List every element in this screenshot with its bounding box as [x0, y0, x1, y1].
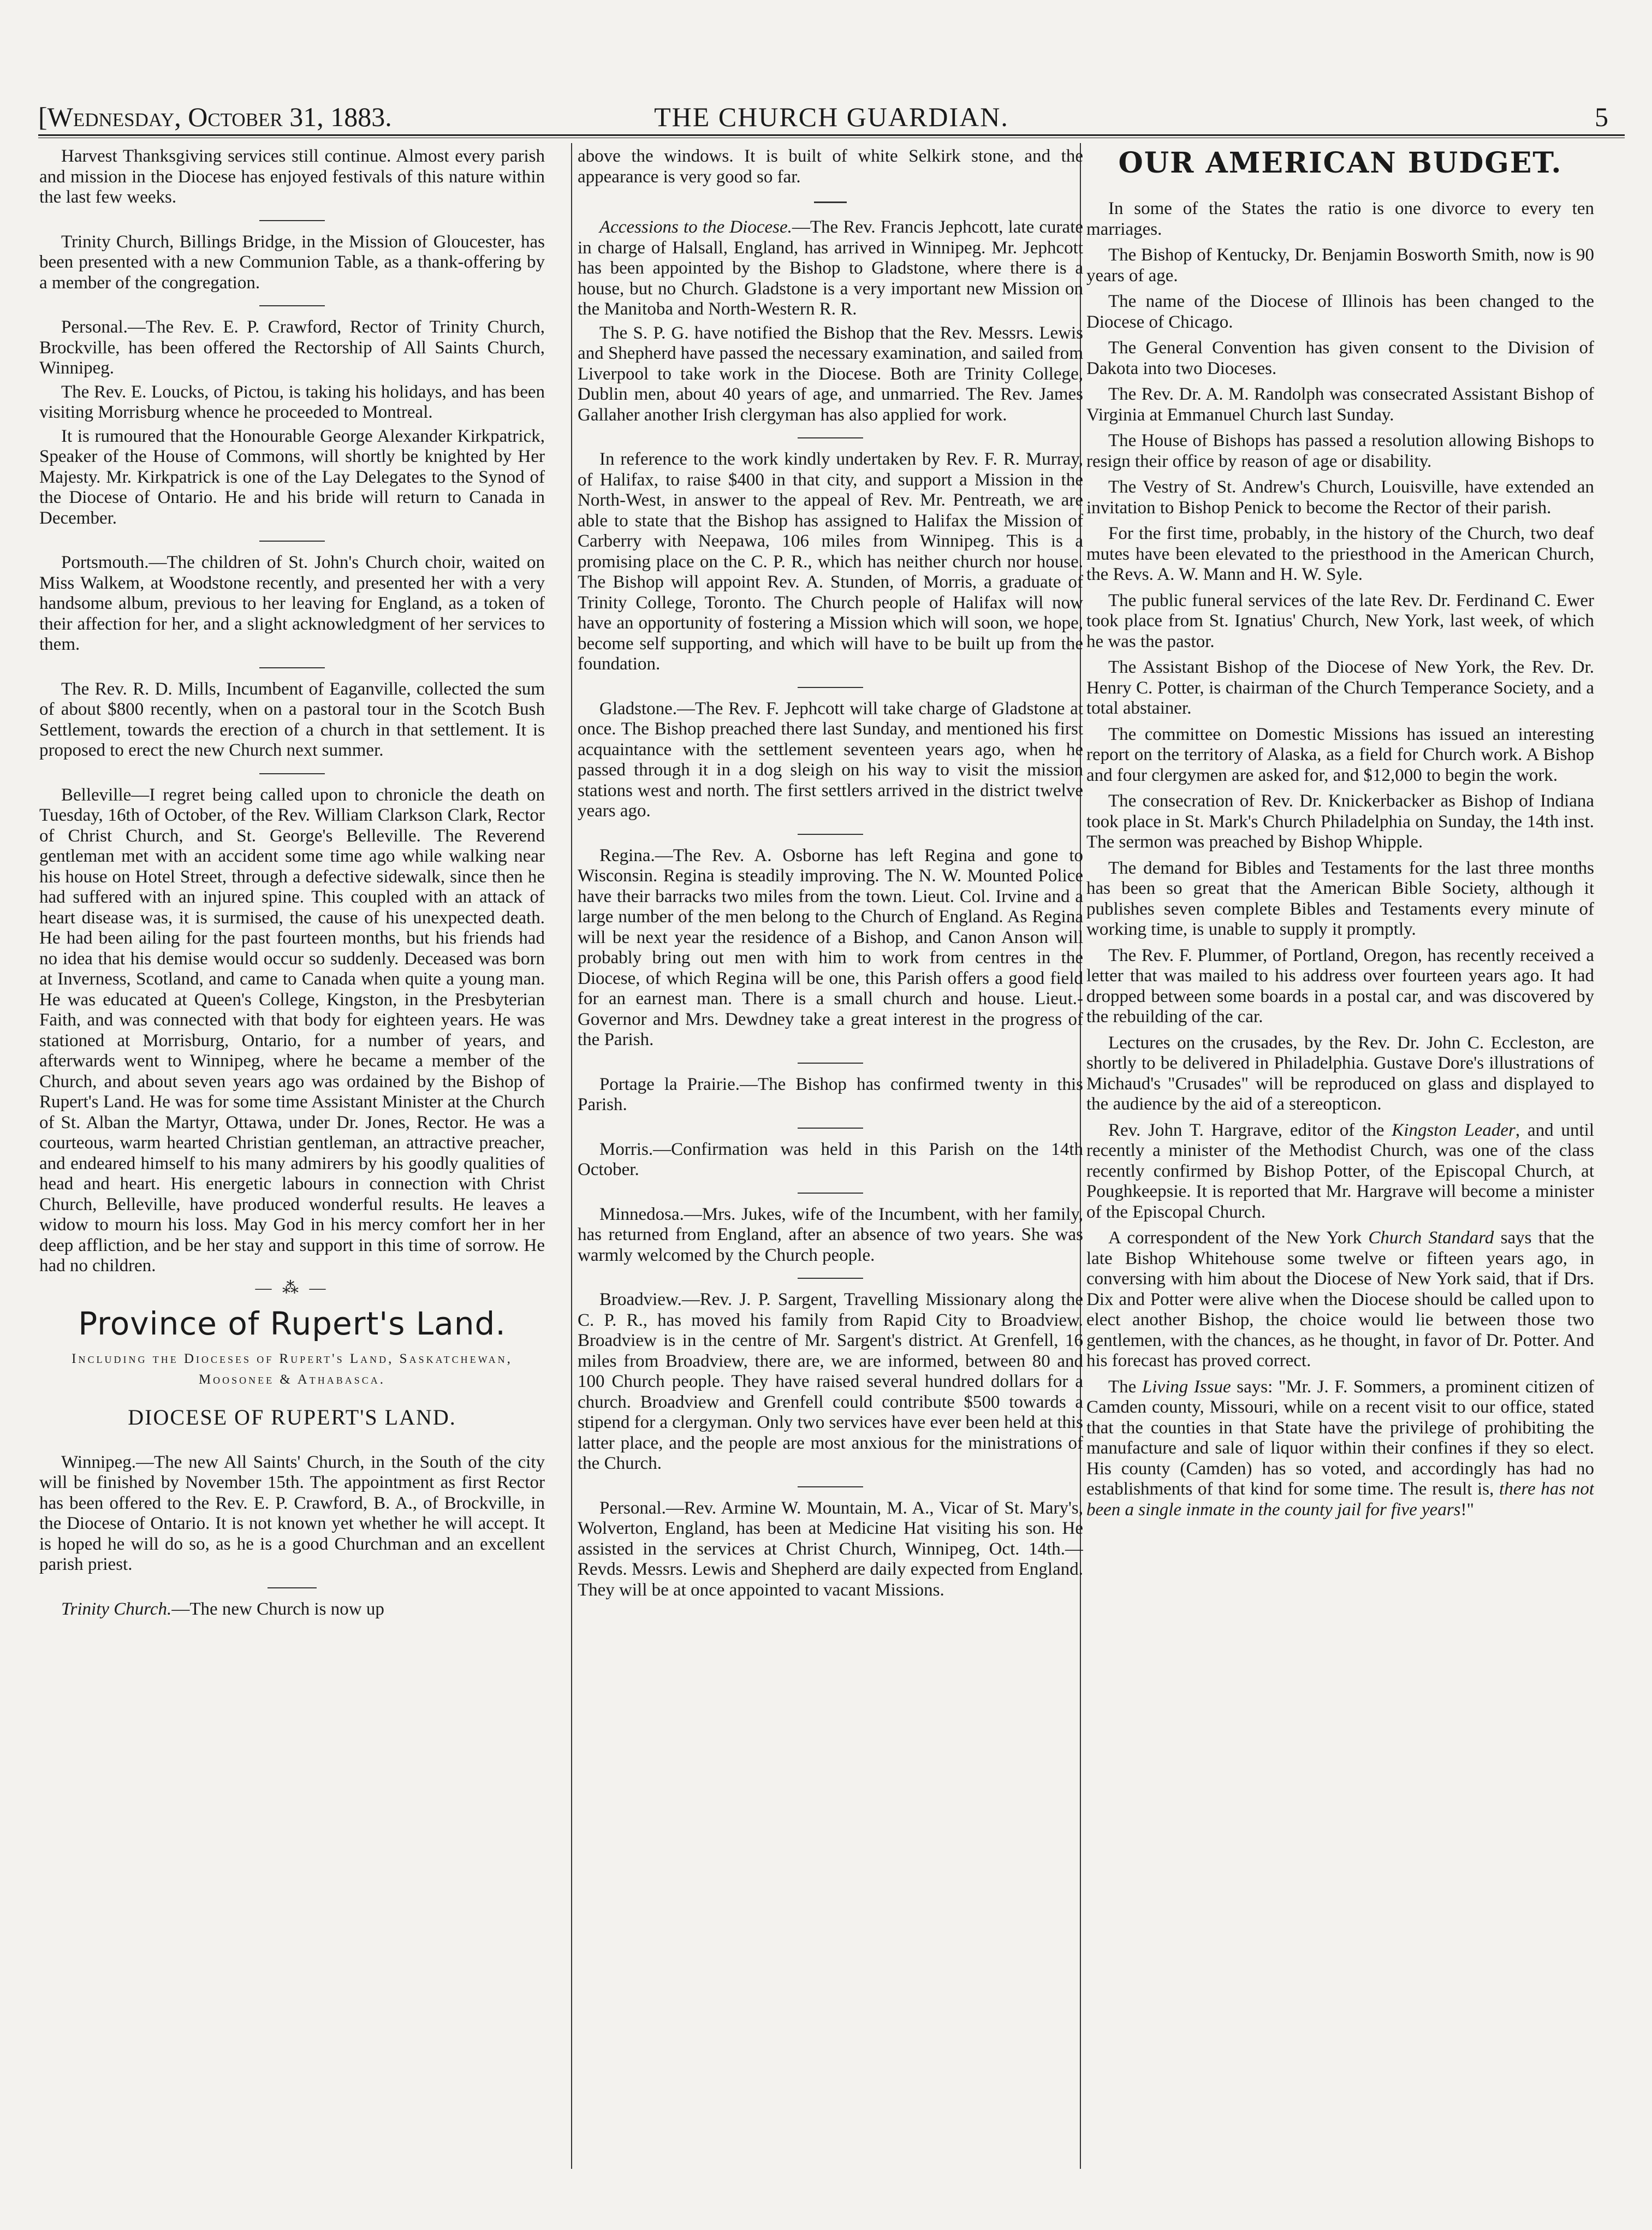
budget-item: The Assistant Bishop of the Diocese of New York, the Rev. Dr. Henry C. Potter, is chairman of the Church Temperance Society, and a total abstainer.	[1086, 657, 1594, 718]
section-heading-province: Province of Rupert's Land.	[78, 1304, 506, 1342]
budget-text: , and until recently a minister of the Methodist Church, was one of the class recently confirmed by Bishop Potter, of the Episcopal Church, at Poughkeepsie. It is reported that Mr. Hargrave will become a minister of the Episcopal Church.	[1086, 1120, 1594, 1222]
masthead-rule	[38, 134, 1625, 136]
separator	[798, 1128, 863, 1129]
budget-item: For the first time, probably, in the history of the Church, two deaf mutes have been elevated to the priesthood in the American Church, the Revs. A. W. Mann and H. W. Syle.	[1086, 524, 1594, 584]
budget-item: In some of the States the ratio is one divorce to every ten marriages.	[1086, 199, 1594, 239]
article-portage: Portage la Prairie.—The Bishop has confirmed twenty in this Parish.	[578, 1074, 1083, 1114]
budget-item: The Rev. Dr. A. M. Randolph was consecrated Assistant Bishop of Virginia at Emmanuel Church last Sunday.	[1086, 384, 1594, 425]
article-minnedosa: Minnedosa.—Mrs. Jukes, wife of the Incumbent, with her family, has returned from England, after an absence of two years. She was warmly welcomed by the Church people.	[578, 1204, 1083, 1265]
section-heading-american-budget: OUR AMERICAN BUDGET.	[1118, 146, 1562, 180]
budget-item: The Rev. F. Plummer, of Portland, Oregon, has recently received a letter that was mailed to his address over fourteen years ago. It had dropped between some boards in a postal car, and was discovered by the rebuilding of the car.	[1086, 945, 1594, 1027]
budget-item: The consecration of Rev. Dr. Knickerbacker as Bishop of Indiana took place in St. Mark's Church Philadelphia on Sunday, the 14th inst. The sermon was preached by Bishop Whipple.	[1086, 791, 1594, 852]
article-harvest: Harvest Thanksgiving services still continue. Almost every parish and mission in the Diocese has enjoyed festivals of this nature within the last few weeks.	[39, 146, 545, 207]
separator	[798, 1278, 863, 1279]
article-spg: The S. P. G. have notified the Bishop that the Rev. Messrs. Lewis and Shepherd have passed the necessary examination, and sailed from Liverpool to take work in the Diocese. Both are Trinity College, Dublin men, about 40 years of age, and unmarried. The Rev. James Gallaher another Irish clergyman has also applied for work.	[578, 323, 1083, 425]
budget-text: says: "Mr. J. F. Sommers, a prominent citizen of Camden county, Missouri, while on a recent visit to our office, stated that the counties in that State have the privilege of prohibiting the manufacture and sale of liquor within their confines if they so elect. His county (Camden) has so voted, and accordingly has had no establishments of that kind for some time. The result is,	[1086, 1377, 1594, 1499]
column-middle	[578, 146, 1083, 2178]
separator	[814, 201, 847, 203]
masthead	[38, 102, 1625, 132]
budget-item: The General Convention has given consent to the Division of Dakota into two Dioceses.	[1086, 338, 1594, 378]
publication-title: Kingston Leader	[1392, 1120, 1516, 1140]
article-morris: Morris.—Confirmation was held in this Parish on the 14th October.	[578, 1139, 1083, 1179]
publication-title: Church Standard	[1368, 1228, 1494, 1248]
separator	[259, 541, 325, 542]
budget-text: says that the late Bishop Whitehouse some twelve or fifteen years ago, in conversing with him about the Diocese of New York said, that if Drs. Dix and Potter were alive when the Diocese should be called upon to elect another Bishop, the choice would lie between those two gentlemen, with the chances, as he thought, in favor of Dr. Potter. And his forecast has proved correct.	[1086, 1228, 1594, 1371]
article-kirkpatrick: It is rumoured that the Honourable George Alexander Kirkpatrick, Speaker of the House of Commons, will shortly be knighted by Her Majesty. Mr. Kirkpatrick is one of the Lay Delegates to the Synod of the Diocese of Ontario. He and his bride will return to Canada in December.	[39, 426, 545, 528]
article-continued: above the windows. It is built of white Selkirk stone, and the appearance is very good so far.	[578, 146, 1083, 187]
separator	[259, 305, 325, 306]
article-lead: Accessions to the Diocese.	[599, 217, 792, 237]
budget-item: The demand for Bibles and Testaments for the last three months has been so great that the American Bible Society, although it publishes seven complete Bibles and Testaments every minute of working time, is unable to supply it promptly.	[1086, 858, 1594, 939]
separator	[798, 1063, 863, 1064]
article-body: —The new Church is now up	[171, 1599, 384, 1619]
article-broadview: Broadview.—Rev. J. P. Sargent, Travelling Missionary along the C. P. R., has moved his family from Rapid City to Broadview. Broadview is in the centre of Mr. Sargent's district. At Grenfell, 16 miles from Broadview, there are, we are informed, between 80 and 100 Church people. They have raised several hundred dollars for a church. Broadview and Grenfell could contribute $500 towards a stipend for a clergyman. Only two services have ever been held at this latter place, and the people are most anxious for the ministrations of the Church.	[578, 1290, 1083, 1473]
section-subheading-province: Including the Dioceses of Rupert's Land, Saskatchewan, Moosonee & Athabasca.	[72, 1351, 513, 1387]
newspaper-title: THE CHURCH GUARDIAN.	[654, 102, 1009, 132]
separator	[798, 834, 863, 835]
budget-item: The committee on Domestic Missions has issued an interesting report on the territory of Alaska, as a field for Church work. A Bishop and four clergymen are asked for, and $12,000 to begin the work.	[1086, 724, 1594, 785]
budget-item	[1086, 1120, 1594, 1223]
separator	[259, 220, 325, 221]
budget-item	[1086, 1377, 1594, 1521]
column-right	[1086, 146, 1594, 2178]
budget-item: The Vestry of St. Andrew's Church, Louisville, have extended an invitation to Bishop Penick to become the Rector of their parish.	[1086, 477, 1594, 518]
emphasis-text: there has not been a single inmate in the county jail for five years	[1086, 1479, 1594, 1520]
page-number: 5	[1595, 102, 1608, 132]
column-left	[39, 146, 545, 2178]
budget-item: The Bishop of Kentucky, Dr. Benjamin Bosworth Smith, now is 90 years of age.	[1086, 245, 1594, 286]
separator	[259, 667, 325, 668]
budget-item: Lectures on the crusades, by the Rev. Dr. John C. Eccleston, are shortly to be delivered in Philadelphia. Gustave Dore's illustrations of Michaud's "Crusades" will be reproduced on glass and displayed to the audience by the aid of a stereopticon.	[1086, 1033, 1594, 1114]
issue-date: [Wednesday, October 31, 1883.	[38, 102, 392, 132]
publication-title: Living Issue	[1142, 1377, 1231, 1397]
article-regina: Regina.—The Rev. A. Osborne has left Regina and gone to Wisconsin. Regina is steadily improving. The N. W. Mounted Police have their barracks two miles from the town. Lieut. Col. Irvine and a large number of the men belong to the Church of England. As Regina will be next year the residence of a Bishop, and Canon Anson will probably bring out men with him to work from centres in the Diocese, of which Regina will be one, this Parish offers a good field for an earnest man. There is a small church and house. Lieut.-Governor and Mrs. Dewdney take a great interest in the progress of the Parish.	[578, 845, 1083, 1049]
separator	[268, 1587, 317, 1588]
budget-text: Rev. John T. Hargrave, editor of the	[1108, 1120, 1392, 1140]
budget-item: The House of Bishops has passed a resolution allowing Bishops to resign their office by reason of age or disability.	[1086, 431, 1594, 471]
article-trinity-church	[39, 1599, 545, 1620]
budget-text: !"	[1460, 1499, 1474, 1520]
article-winnipeg: Winnipeg.—The new All Saints' Church, in the South of the city will be finished by November 15th. The appointment as first Rector has been offered to the Rev. E. P. Crawford, B. A., of Brockville, in the Diocese of Ontario. It is not known yet whether he will accept. It is hoped he will do so, as he is a good Churchman and an excellent parish priest.	[39, 1452, 545, 1574]
article-loucks: The Rev. E. Loucks, of Pictou, is taking his holidays, and has been visiting Morrisburg whence he proceeded to Montreal.	[39, 382, 545, 422]
article-halifax: In reference to the work kindly undertaken by Rev. F. R. Murray, of Halifax, to raise $400 in that city, and support a Mission in the North-West, in answer to the appeal of Rev. Mr. Pentreath, we are able to state that the Bishop has assigned to Halifax the Mission of Carberry with Neepawa, 106 miles from Winnipeg. This is a promising place on the C. P. R., which has neither church nor house. The Bishop will appoint Rev. A. Stunden, of Morris, a graduate of Trinity College, Toronto. The Church people of Halifax will now have an opportunity of fostering a Mission which will soon, we hope, become self supporting, and which will have to be built up from the foundation.	[578, 449, 1083, 674]
article-accessions	[578, 217, 1083, 320]
article-trinity-billings: Trinity Church, Billings Bridge, in the Mission of Gloucester, has been presented with a new Communion Table, as a thank-offering by a member of the congregation.	[39, 232, 545, 293]
budget-text: The	[1108, 1377, 1142, 1397]
separator	[259, 773, 325, 774]
column-divider	[571, 143, 572, 2169]
budget-item	[1086, 1228, 1594, 1372]
separator	[798, 687, 863, 688]
budget-text: A correspondent of the New York	[1108, 1228, 1369, 1248]
article-gladstone: Gladstone.—The Rev. F. Jephcott will take charge of Gladstone at once. The Bishop preached there last Sunday, and mentioned his first acquaintance with the settlement seventeen years ago, when he passed through it in a dog sleigh on his way to visit the mission stations west and north. The first settlers arrived in the district twelve years ago.	[578, 698, 1083, 821]
article-lead: Trinity Church.	[61, 1599, 172, 1619]
article-mills: The Rev. R. D. Mills, Incumbent of Eaganville, collected the sum of about $800 recently, when on a pastoral tour in the Scotch Bush Settlement, towards the erection of a church in that settlement. It is proposed to erect the new Church next summer.	[39, 679, 545, 760]
article-body: —The Rev. Francis Jephcott, late curate in charge of Halsall, England, has arrived in Winnipeg. Mr. Jephcott has been appointed by the Bishop to Gladstone, where there is a house, but no Church. Gladstone is a very important new Mission on the Manitoba and North-Western R. R.	[578, 217, 1083, 319]
article-belleville: Belleville—I regret being called upon to chronicle the death on Tuesday, 16th of October, of the Rev. William Clarkson Clark, Rector of Christ Church, and St. George's Belleville. The Reverend gentleman met with an accident some time ago while walking near his house on Hotel Street, through a defective sidewalk, since then he had suffered with an injured spine. This coupled with an attack of heart disease was, it is surmised, the cause of his unexpected death. He had been ailing for the past fourteen months, but his friends had no idea that his demise would occur so suddenly. Deceased was born at Inverness, Scotland, and came to Canada when quite a young man. He was educated at Queen's College, Kingston, in the Presbyterian Faith, and was connected with that body for eighteen years. He was stationed at Morrisburg, Ontario, for a number of years, and afterwards went to Winnipeg, where he became a member of the Church, and about seven years ago was ordained by the Bishop of Rupert's Land. He was for some time Assistant Minister at the Church of St. Alban the Martyr, Ottawa, under Dr. Jones, Rector. He was a courteous, warm hearted Christian gentleman, an attractive preacher, and endeared himself to his many admirers by his goodly qualities of head and heart. His energetic labours in connection with Christ Church, Belleville, have produced wonderful results. He leaves a widow to mourn his loss. May God in his mercy comfort her in her deep affliction, and be her stay and support in this time of sorrow. He had no children.	[39, 785, 545, 1276]
separator	[798, 437, 863, 438]
budget-item: The public funeral services of the late Rev. Dr. Ferdinand C. Ewer took place from St. Ignatius' Church, New York, last week, of which he was the pastor.	[1086, 590, 1594, 651]
article-personal-crawford: Personal.—The Rev. E. P. Crawford, Rector of Trinity Church, Brockville, has been offered the Rectorship of All Saints Church, Winnipeg.	[39, 317, 545, 378]
section-heading-diocese: DIOCESE OF RUPERT'S LAND.	[128, 1404, 456, 1430]
article-personal-mountain: Personal.—Rev. Armine W. Mountain, M. A., Vicar of St. Mary's, Wolverton, England, has been at Medicine Hat visiting his son. He assisted in the services at Christ Church, Winnipeg, Oct. 14th.—Revds. Messrs. Lewis and Shepherd are daily expected from England. They will be at once appointed to vacant Missions.	[578, 1498, 1083, 1600]
separator	[798, 1486, 863, 1487]
article-portsmouth: Portsmouth.—The children of St. John's Church choir, waited on Miss Walkem, at Woodstone recently, and presented her with a very handsome album, previous to her leaving for England, as a token of their affection for her, and a slight acknowledgment of her services to them.	[39, 553, 545, 654]
separator	[798, 1193, 863, 1194]
budget-item: The name of the Diocese of Illinois has been changed to the Diocese of Chicago.	[1086, 292, 1594, 332]
ornament-divider: — ⁂ —	[255, 1278, 329, 1297]
